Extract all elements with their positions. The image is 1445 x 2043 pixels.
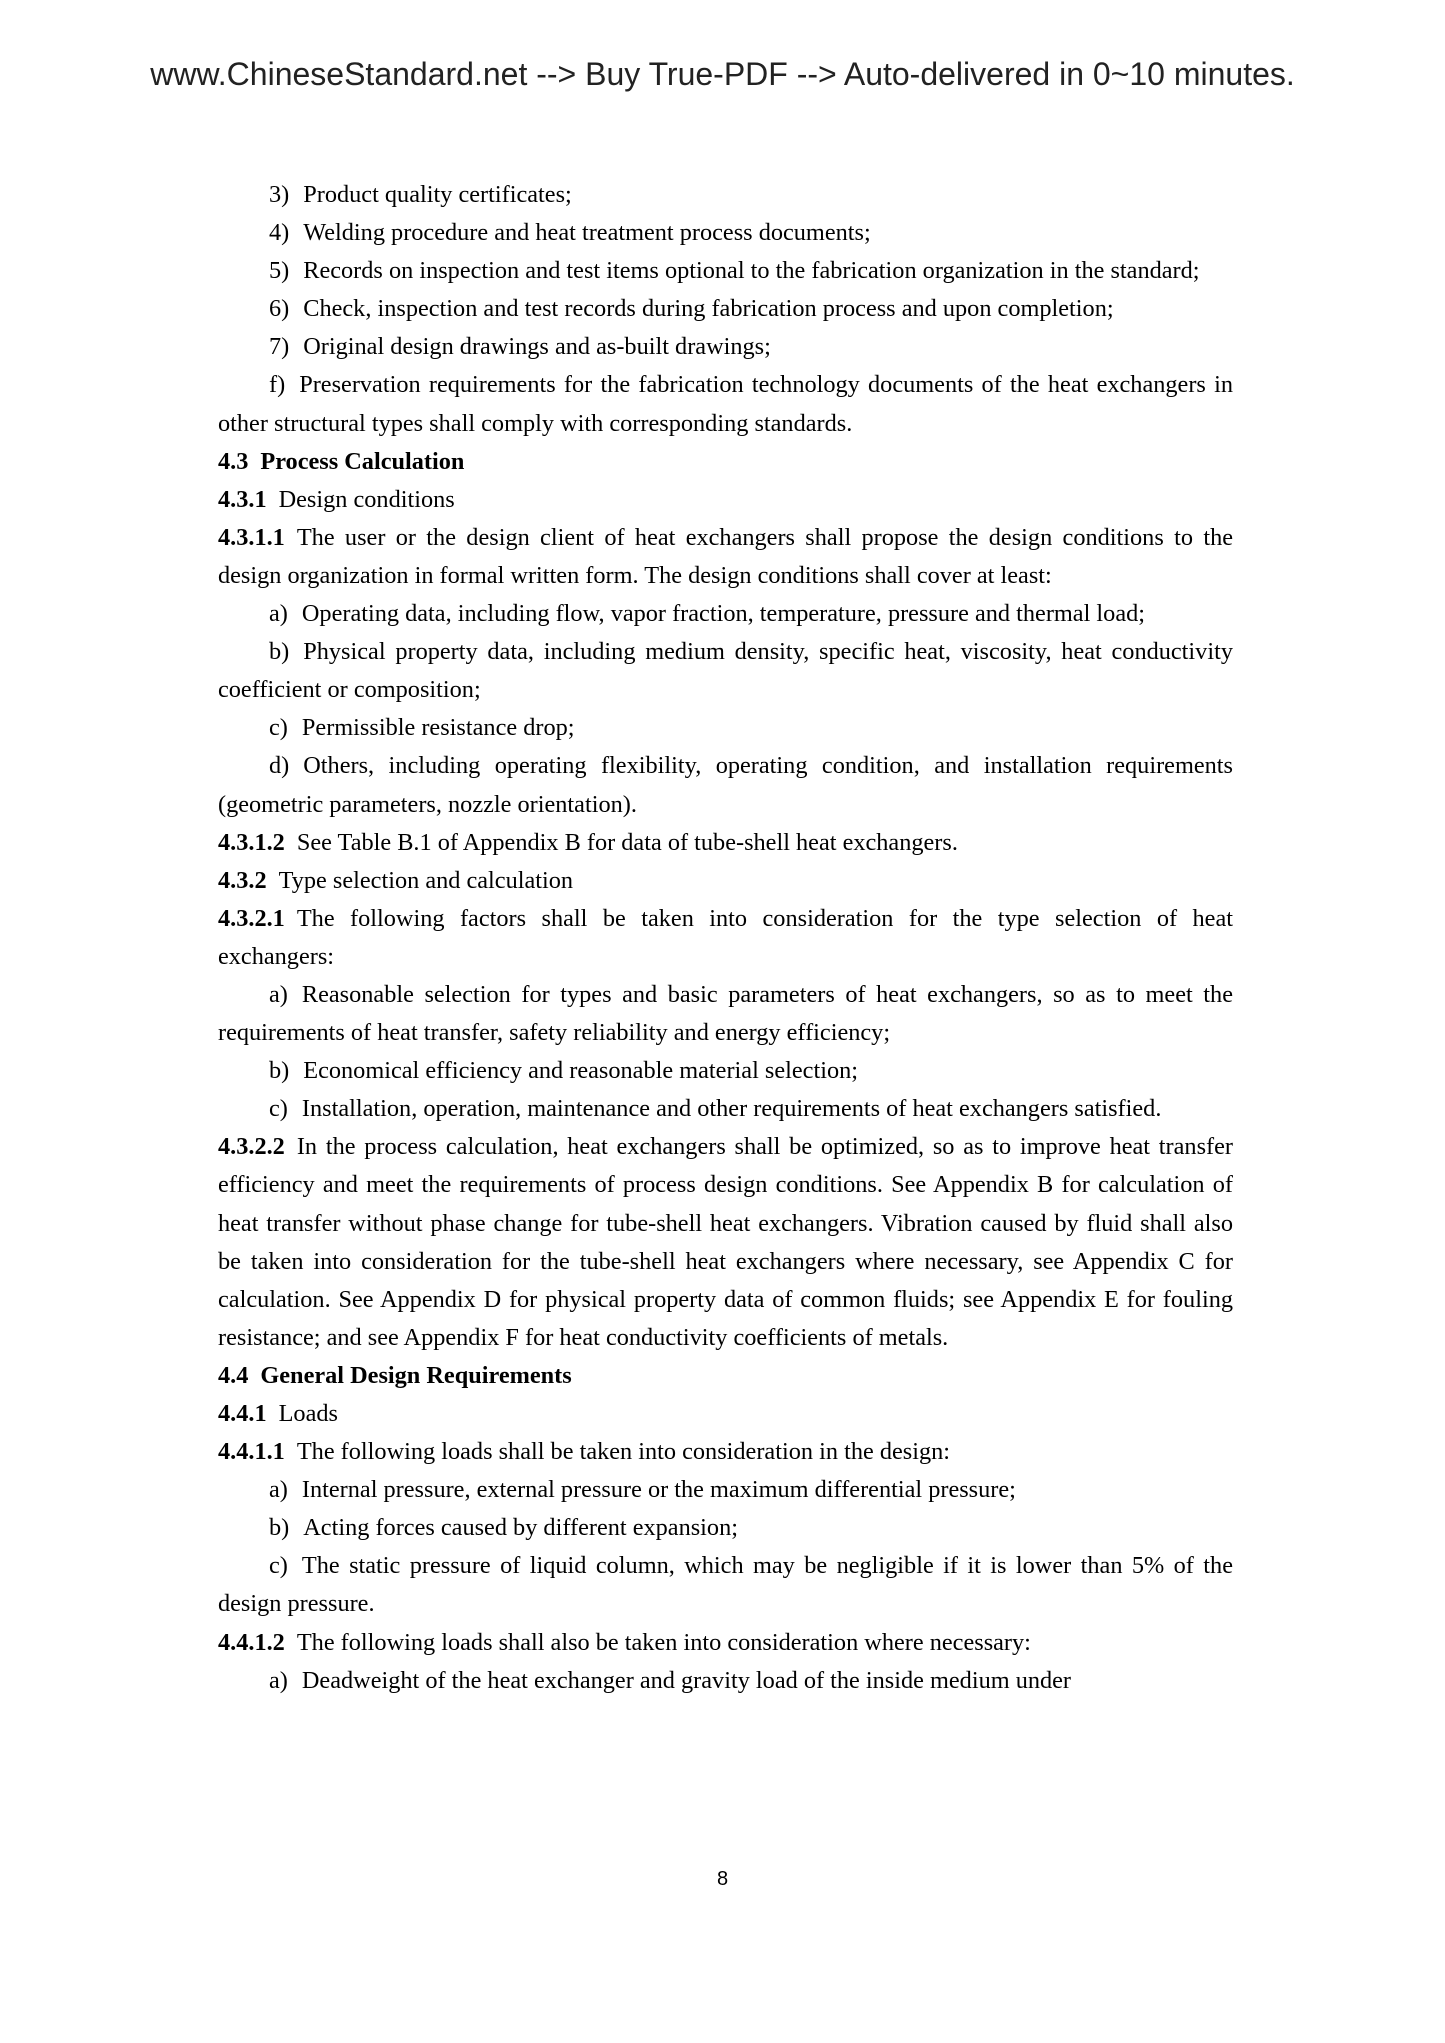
list-item: a) Reasonable selection for types and basic parameters of heat exchangers, so as to meet the requirements of heat transfer, safety reliability and energy efficiency; — [218, 980, 1233, 1047]
list-item: b) Physical property data, including medium density, specific heat, viscosity, heat conductivity coefficient or composition; — [218, 638, 1233, 704]
source-banner: www.ChineseStandard.net --> Buy True-PDF --> Auto-delivered in 0~10 minutes. — [150, 56, 1295, 92]
clause-4-3-2-1: 4.3.2.1 The following factors shall be taken into consideration for the type selection of heat exchangers: — [218, 904, 1233, 970]
clause-4-3-1-2: 4.3.1.2 See Table B.1 of Appendix B for data of tube-shell heat exchangers. — [218, 828, 958, 856]
list-item: a) Deadweight of the heat exchanger and gravity load of the inside medium under — [269, 1666, 1072, 1694]
list-item: b) Acting forces caused by different expansion; — [269, 1514, 738, 1542]
list-item: c) Permissible resistance drop; — [269, 714, 575, 742]
subsection-heading-4-3-2: 4.3.2 Type selection and calculation — [218, 866, 574, 894]
page-number: 8 — [716, 1868, 729, 1890]
list-item: f) Preservation requirements for the fabrication technology documents of the heat exchangers in other structural types shall comply with corresponding standards. — [218, 371, 1233, 437]
list-item: 3) Product quality certificates; — [269, 181, 572, 208]
subsection-heading-4-3-1: 4.3.1 Design conditions — [218, 485, 455, 513]
list-item: a) Internal pressure, external pressure or the maximum differential pressure; — [269, 1476, 1016, 1504]
clause-4-4-1-1: 4.4.1.1 The following loads shall be taken into consideration in the design: — [218, 1438, 951, 1466]
document-body — [218, 176, 1233, 1700]
list-item: b) Economical efficiency and reasonable material selection; — [269, 1057, 858, 1085]
list-item: 5) Records on inspection and test items optional to the fabrication organization in the standard; — [269, 257, 1200, 285]
section-heading-4-4: 4.4 General Design Requirements — [218, 1361, 572, 1389]
list-item: c) The static pressure of liquid column, which may be negligible if it is lower than 5% of the design pressure. — [218, 1552, 1233, 1618]
clause-4-4-1-2: 4.4.1.2 The following loads shall also be taken into consideration where necessary: — [218, 1628, 1031, 1656]
list-item: 4) Welding procedure and heat treatment process documents; — [269, 219, 871, 247]
list-item: c) Installation, operation, maintenance and other requirements of heat exchangers satisfied. — [269, 1095, 1162, 1123]
list-item: 7) Original design drawings and as-built drawings; — [269, 333, 771, 361]
list-item: d) Others, including operating flexibility, operating condition, and installation requirements (geometric parameters, nozzle orientation). — [218, 752, 1233, 818]
list-item: a) Operating data, including flow, vapor fraction, temperature, pressure and thermal load; — [269, 600, 1145, 628]
section-heading-4-3: 4.3 Process Calculation — [218, 447, 465, 475]
clause-4-3-1-1: 4.3.1.1 The user or the design client of heat exchangers shall propose the design conditions to the design organization in formal written form. The design conditions shall cover at least: — [218, 523, 1233, 589]
clause-4-3-2-2: 4.3.2.2 In the process calculation, heat exchangers shall be optimized, so as to improve heat transfer efficiency and meet the requirements of process design conditions. See Appendix B for calculation of heat transfer without phase change for tube-shell heat exchangers. Vibration caused by fluid shall also be taken into consideration for the tube-shell heat exchangers where necessary, see Appendix C for calculation. See Appendix D for physical property data of common fluids; see Appendix E for fouling resistance; and see Appendix F for heat conductivity coefficients of metals. — [218, 1133, 1233, 1351]
subsection-heading-4-4-1: 4.4.1 Loads — [218, 1400, 338, 1427]
list-item: 6) Check, inspection and test records during fabrication process and upon completion; — [269, 295, 1114, 323]
